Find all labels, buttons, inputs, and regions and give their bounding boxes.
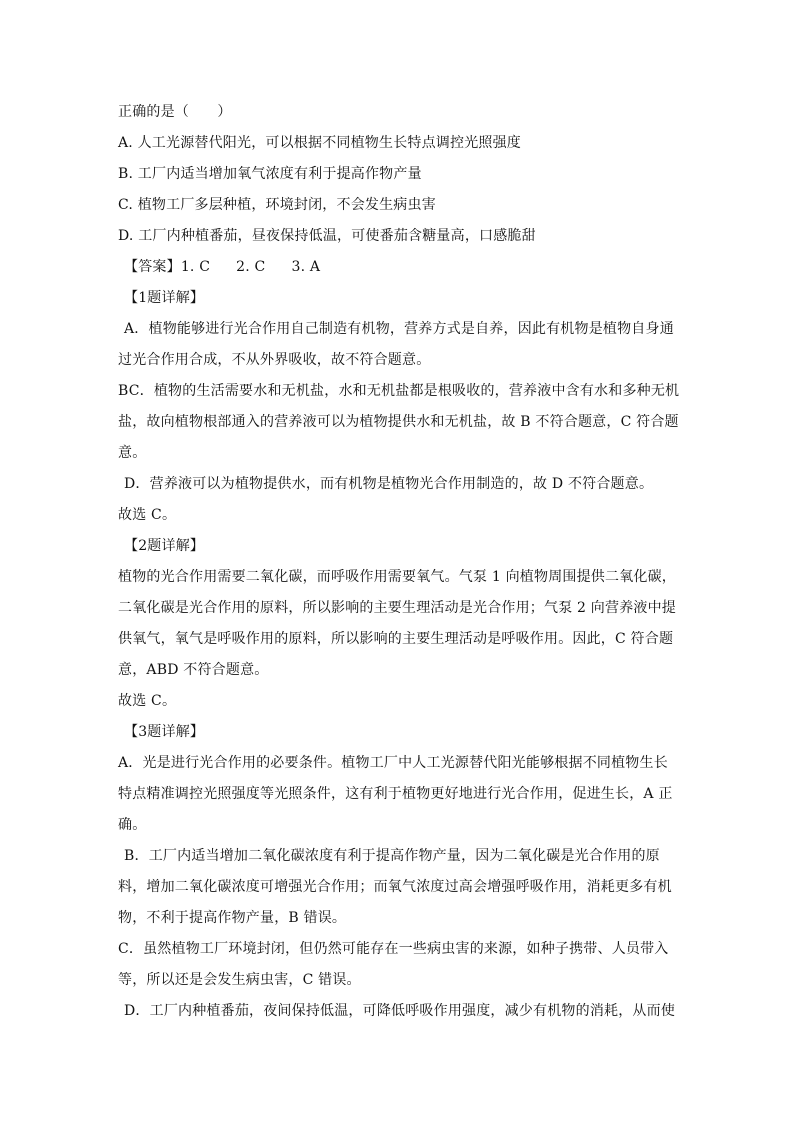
answer-line: [124, 257, 320, 277]
explanation-line: 意。: [118, 445, 147, 461]
option-c: C. 植物工厂多层种植，环境封闭，不会发生病虫害: [118, 197, 436, 213]
explanation-line: 供氧气，氧气是呼吸作用的原料，所以影响的主要生理活动是呼吸作用。因此，C 符合题: [118, 631, 674, 647]
explanation-line: C．虽然植物工厂环境封闭，但仍然可能存在一些病虫害的来源，如种子携带、人员带入: [118, 941, 669, 957]
option-d: D. 工厂内种植番茄，昼夜保持低温，可使番茄含糖量高，口感脆甜: [118, 228, 536, 244]
explanation-line: 植物的光合作用需要二氧化碳，而呼吸作用需要氧气。气泵 1 向植物周围提供二氧化碳，: [118, 569, 677, 585]
explanation-line: A．植物能够进行光合作用自己制造有机物，营养方式是自养，因此有机物是植物自身通: [124, 321, 674, 337]
explanation-line: 故选 C。: [118, 693, 177, 709]
section-heading: 【3题详解】: [124, 724, 205, 740]
option-a: A. 人工光源替代阳光，可以根据不同植物生长特点调控光照强度: [118, 135, 522, 151]
explanation-line: D．营养液可以为植物提供水，而有机物是植物光合作用制造的，故 D 不符合题意。: [124, 476, 654, 492]
explanation-line: 物，不利于提高作物产量，B 错误。: [118, 910, 347, 926]
explanation-line: 过光合作用合成，不从外界吸收，故不符合题意。: [118, 352, 431, 368]
explanation-line: D．工厂内种植番茄，夜间保持低温，可降低呼吸作用强度，减少有机物的消耗，从而使: [124, 1003, 676, 1019]
explanation-line: BC．植物的生活需要水和无机盐，水和无机盐都是根吸收的，营养液中含有水和多种无机: [118, 383, 680, 399]
explanation-line: 料，增加二氧化碳浓度可增强光合作用；而氧气浓度过高会增强呼吸作用，消耗更多有机: [118, 879, 672, 895]
explanation-line: 特点精准调控光照强度等光照条件，这有利于植物更好地进行光合作用，促进生长，A 正: [118, 786, 673, 802]
explanation-line: 二氧化碳是光合作用的原料，所以影响的主要生理活动是光合作用；气泵 2 向营养液中提: [118, 600, 677, 616]
option-b: B. 工厂内适当增加氧气浓度有利于提高作物产量: [118, 166, 422, 182]
answer-item: 3. A: [291, 259, 321, 275]
explanation-line: 故选 C。: [118, 507, 177, 523]
answer-item: 1. C: [180, 259, 211, 275]
answer-item: 2. C: [236, 259, 266, 275]
section-heading: 【1题详解】: [124, 290, 205, 306]
explanation-line: 等，所以还是会发生病虫害，C 错误。: [118, 972, 361, 988]
question-stem-tail: 正确的是（ ）: [118, 104, 232, 120]
explanation-line: 意，ABD 不符合题意。: [118, 662, 269, 678]
explanation-line: 盐，故向植物根部通入的营养液可以为植物提供水和无机盐，故 B 不符合题意，C 符合题: [118, 414, 679, 430]
answer-label: 【答案】: [124, 259, 181, 275]
explanation-line: 确。: [118, 817, 147, 833]
explanation-line: A．光是进行光合作用的必要条件。植物工厂中人工光源替代阳光能够根据不同植物生长: [118, 755, 668, 771]
section-heading: 【2题详解】: [124, 538, 205, 554]
explanation-line: B．工厂内适当增加二氧化碳浓度有利于提高作物产量，因为二氧化碳是光合作用的原: [124, 848, 660, 864]
